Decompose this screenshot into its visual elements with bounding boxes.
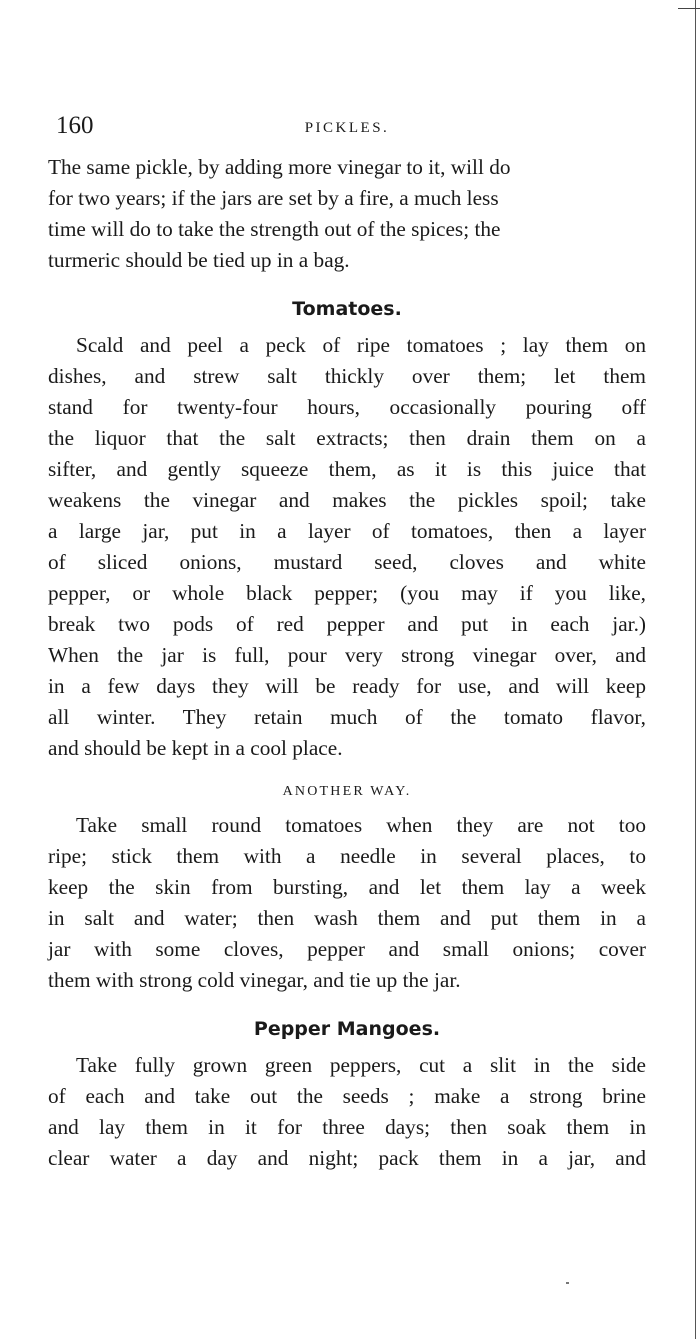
paper-speck — [566, 1282, 569, 1284]
text-line: for two years; if the jars are set by a fire, a much less — [48, 186, 499, 210]
recipe-title-tomatoes: Tomatoes. — [292, 298, 402, 320]
text-line: time will do to take the strength out of the spices; the — [48, 217, 501, 241]
text-line: of sliced onions, mustard seed, cloves and white — [48, 550, 646, 574]
text-line: dishes, and strew salt thickly over them; let them — [48, 364, 646, 388]
intro-paragraph — [48, 152, 646, 276]
tomatoes-paragraph — [48, 330, 646, 764]
text-line: weakens the vinegar and makes the pickles spoil; take — [48, 488, 646, 512]
text-line: in salt and water; then wash them and put them in a — [48, 906, 646, 930]
text-line: break two pods of red pepper and put in each jar.) — [48, 612, 646, 636]
pepper-mangoes-paragraph — [48, 1050, 646, 1174]
text-line: Take fully grown green peppers, cut a slit in the side — [76, 1053, 646, 1077]
text-line: clear water a day and night; pack them in a jar, and — [48, 1146, 646, 1170]
text-line: them with strong cold vinegar, and tie up the jar. — [48, 968, 461, 992]
text-line: Scald and peel a peck of ripe tomatoes ; lay them on — [76, 333, 646, 357]
running-head — [48, 112, 646, 152]
text-line: and should be kept in a cool place. — [48, 736, 343, 760]
book-page — [48, 112, 646, 1174]
text-line: sifter, and gently squeeze them, as it is this juice that — [48, 457, 646, 481]
text-line: Take small round tomatoes when they are not too — [76, 813, 646, 837]
text-line: pepper, or whole black pepper; (you may if you like, — [48, 581, 646, 605]
text-line: stand for twenty-four hours, occasionally pouring off — [48, 395, 646, 419]
page-number: 160 — [56, 112, 94, 139]
text-line: and lay them in it for three days; then soak them in — [48, 1115, 646, 1139]
text-line: in a few days they will be ready for use, and will keep — [48, 674, 646, 698]
text-line: jar with some cloves, pepper and small onions; cover — [48, 937, 646, 961]
subsection-title-another-way: ANOTHER WAY. — [282, 784, 412, 799]
page-edge-line — [695, 0, 696, 1339]
page-edge-tick — [678, 8, 700, 9]
text-line: keep the skin from bursting, and let them lay a week — [48, 875, 646, 899]
text-line: the liquor that the salt extracts; then drain them on a — [48, 426, 646, 450]
text-line: a large jar, put in a layer of tomatoes, then a layer — [48, 519, 646, 543]
recipe-title-pepper-mangoes: Pepper Mangoes. — [253, 1018, 441, 1040]
text-line: ripe; stick them with a needle in several places, to — [48, 844, 646, 868]
another-way-paragraph — [48, 810, 646, 996]
text-line: The same pickle, by adding more vinegar to it, will do — [48, 155, 511, 179]
text-line: turmeric should be tied up in a bag. — [48, 248, 350, 272]
text-line: of each and take out the seeds ; make a strong brine — [48, 1084, 646, 1108]
running-head-title: PICKLES. — [304, 120, 390, 136]
text-line: When the jar is full, pour very strong vinegar over, and — [48, 643, 646, 667]
text-line: all winter. They retain much of the tomato flavor, — [48, 705, 646, 729]
